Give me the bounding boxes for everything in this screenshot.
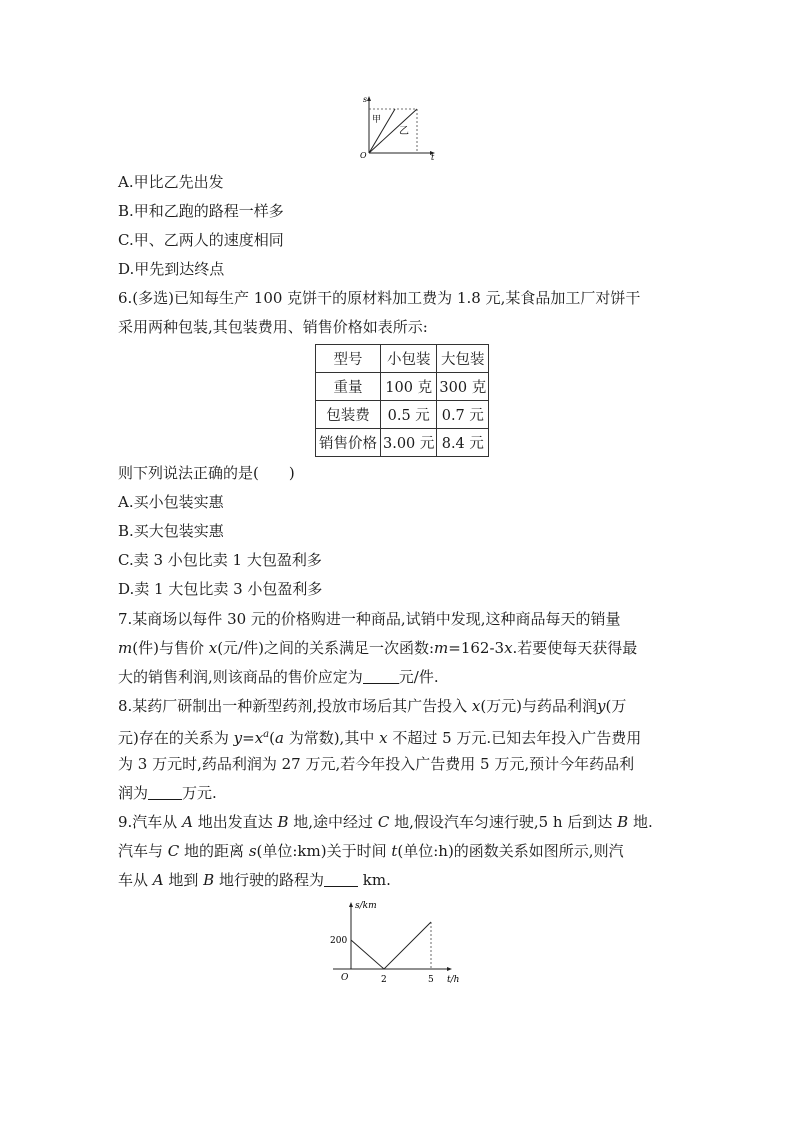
graph1-y-arrow: [367, 96, 371, 101]
var-A: A: [152, 871, 164, 889]
var-C: C: [167, 842, 180, 860]
table-cell: 3.00 元: [381, 429, 437, 457]
var-m: m: [118, 639, 133, 657]
q5-option-a: A.甲比乙先出发: [118, 173, 224, 191]
q5-option-c: C.甲、乙两人的速度相同: [118, 231, 284, 249]
text-span: 地,途中经过: [288, 813, 378, 831]
q5-option-d: D.甲先到达终点: [118, 260, 225, 278]
text-span: .若要使每天获得最: [512, 639, 638, 657]
var-C: C: [377, 813, 390, 831]
table-header-cell: 小包装: [381, 345, 437, 373]
var-B: B: [277, 813, 289, 831]
graph1-label-s: s: [363, 95, 368, 104]
graph-race: [355, 93, 445, 163]
text-span: 大的销售利润,则该商品的售价应定为: [118, 668, 363, 686]
q8-stem-line4: [118, 783, 217, 803]
table-header-cell: 型号: [316, 345, 381, 373]
q6-stem-line2: 采用两种包装,其包装费用、销售价格如表所示:: [118, 318, 428, 336]
q7-stem-line1: 7.某商场以每件 30 元的价格购进一种商品,试销中发现,这种商品每天的销量: [118, 610, 621, 628]
table-cell: 0.5 元: [381, 401, 437, 429]
text-span: 地到: [163, 871, 204, 889]
graph1-label-t: t: [431, 153, 435, 162]
answer-blank[interactable]: [148, 785, 182, 800]
table-cell: 销售价格: [316, 429, 381, 457]
graph2-tick-200: 200: [330, 936, 348, 946]
graph1-label-origin: O: [360, 151, 367, 160]
table-row: [316, 429, 489, 457]
text-span: 不超过 5 万元.已知去年投入广告费用: [387, 729, 642, 747]
table-cell: 包装费: [316, 401, 381, 429]
text-span: =: [242, 729, 255, 747]
text-span: 9.汽车从: [118, 813, 183, 831]
text-span: (件)与售价: [132, 639, 209, 657]
var-s: s: [248, 842, 257, 860]
var-t: t: [391, 842, 398, 860]
graph2-label-x: t/h: [447, 975, 460, 985]
var-y: y: [233, 729, 243, 747]
q6-option-b: B.买大包装实惠: [118, 522, 224, 540]
text-span: (单位:km)关于时间: [256, 842, 392, 860]
text-span: 元/件.: [398, 668, 439, 686]
text-span: 润为: [118, 784, 149, 802]
var-x: x: [254, 729, 264, 747]
text-span: (万: [605, 697, 627, 715]
table-row: [316, 373, 489, 401]
table-cell: 300 克: [437, 373, 489, 401]
text-span: 地行驶的路程为: [214, 871, 324, 889]
text-span: 地,假设汽车匀速行驶,5 h 后到达: [389, 813, 618, 831]
table-header-cell: 大包装: [437, 345, 489, 373]
text-span: 8.某药厂研制出一种新型药剂,投放市场后其广告投入: [118, 697, 472, 715]
text-span: 车从: [118, 871, 153, 889]
table-row: [316, 401, 489, 429]
q8-stem-line2: [118, 725, 641, 748]
q7-stem-line2: [118, 638, 637, 658]
q8-stem-line1: [118, 696, 626, 716]
q5-option-b: B.甲和乙跑的路程一样多: [118, 202, 284, 220]
graph1-label-jia: 甲: [372, 115, 382, 125]
q6-stem-line1: 6.(多选)已知每生产 100 克饼干的原材料加工费为 1.8 元,某食品加工厂对饼干: [118, 289, 641, 307]
q7-stem-line3: [118, 667, 439, 687]
answer-blank[interactable]: [363, 669, 399, 684]
var-A: A: [182, 813, 193, 831]
q6-option-d: D.卖 1 大包比卖 3 小包盈利多: [118, 580, 323, 598]
q6-option-c: C.卖 3 小包比卖 1 大包盈利多: [118, 551, 322, 569]
graph2-label-origin: O: [341, 973, 349, 983]
text-span: (单位:h)的函数关系如图所示,则汽: [397, 842, 624, 860]
answer-blank[interactable]: [324, 872, 358, 887]
text-span: 汽车与: [118, 842, 168, 860]
text-span: =162-3: [448, 639, 505, 657]
var-x: x: [504, 639, 513, 657]
text-span: km.: [357, 871, 391, 889]
q9-stem-line2: [118, 841, 624, 861]
graph1-label-yi: 乙: [399, 126, 409, 137]
q6-option-a: A.买小包装实惠: [118, 493, 224, 511]
exponent-a: a: [263, 729, 270, 740]
text-span: 为常数),其中: [283, 729, 380, 747]
text-span: (: [269, 729, 275, 747]
var-m: m: [434, 639, 449, 657]
packaging-table: [315, 344, 489, 457]
table-cell: 8.4 元: [437, 429, 489, 457]
text-span: 万元.: [182, 784, 217, 802]
text-span: (元/件)之间的关系满足一次函数:: [217, 639, 435, 657]
var-B: B: [617, 813, 629, 831]
q6-question: 则下列说法正确的是( ): [118, 464, 295, 482]
graph2-tick-5: 5: [428, 975, 434, 985]
q8-stem-line3: 为 3 万元时,药品利润为 27 万元,若今年投入广告费用 5 万元,预计今年药品利: [118, 755, 635, 773]
q9-stem-line1: [118, 812, 653, 832]
graph2-tick-2: 2: [381, 975, 387, 985]
graph-distance-time: [323, 896, 473, 988]
table-cell: 100 克: [381, 373, 437, 401]
graph2-distance-line: [351, 922, 431, 969]
var-a: a: [274, 729, 284, 747]
text-span: (万元)与药品利润: [480, 697, 598, 715]
table-cell: 0.7 元: [437, 401, 489, 429]
text-span: 地出发直达: [192, 813, 278, 831]
graph2-y-arrow: [349, 902, 353, 907]
var-B: B: [203, 871, 215, 889]
var-x: x: [208, 639, 218, 657]
var-x: x: [379, 729, 388, 747]
q9-stem-line3: [118, 870, 391, 890]
table-header-row: [316, 345, 489, 373]
table-cell: 重量: [316, 373, 381, 401]
graph2-label-y: s/km: [355, 901, 377, 911]
text-span: 元)存在的关系为: [118, 729, 234, 747]
text-span: 地.: [628, 813, 653, 831]
var-y: y: [597, 697, 606, 715]
text-span: 地的距离: [179, 842, 249, 860]
var-x: x: [471, 697, 481, 715]
graph2-x-arrow: [447, 967, 452, 971]
